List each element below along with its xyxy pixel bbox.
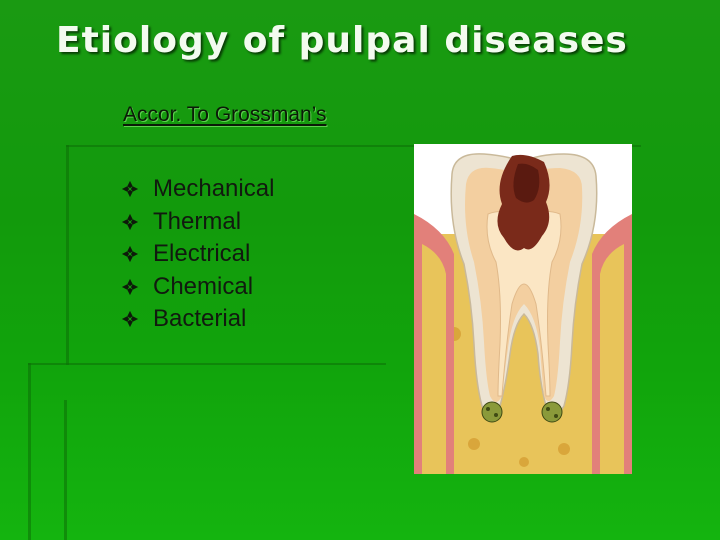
diamond-bullet-icon	[118, 278, 142, 296]
bullet-item-bacterial	[118, 302, 274, 336]
bullet-label: Chemical	[153, 272, 254, 300]
bullet-list	[118, 172, 274, 335]
diamond-bullet-icon	[118, 213, 142, 231]
slide-subtitle: Accor. To Grossman’s	[123, 103, 327, 126]
decorative-line	[28, 363, 386, 365]
decorative-line	[28, 363, 31, 540]
bullet-item-mechanical	[118, 172, 274, 206]
tooth-illustration	[414, 144, 632, 474]
bullet-item-thermal	[118, 205, 274, 239]
slide-title: Etiology of pulpal diseases	[56, 20, 628, 61]
decorative-line	[66, 145, 69, 365]
diamond-bullet-icon	[118, 245, 142, 263]
bullet-label: Thermal	[153, 207, 242, 235]
bullet-label: Bacterial	[153, 305, 247, 332]
bullet-item-chemical	[118, 270, 274, 304]
diamond-bullet-icon	[118, 310, 142, 328]
bullet-label: Electrical	[153, 240, 251, 267]
bullet-label: Mechanical	[153, 175, 275, 202]
tooth-cross-section-image	[414, 144, 632, 474]
diamond-bullet-icon	[118, 180, 142, 198]
decorative-line	[64, 400, 67, 540]
bullet-item-electrical	[118, 237, 274, 271]
